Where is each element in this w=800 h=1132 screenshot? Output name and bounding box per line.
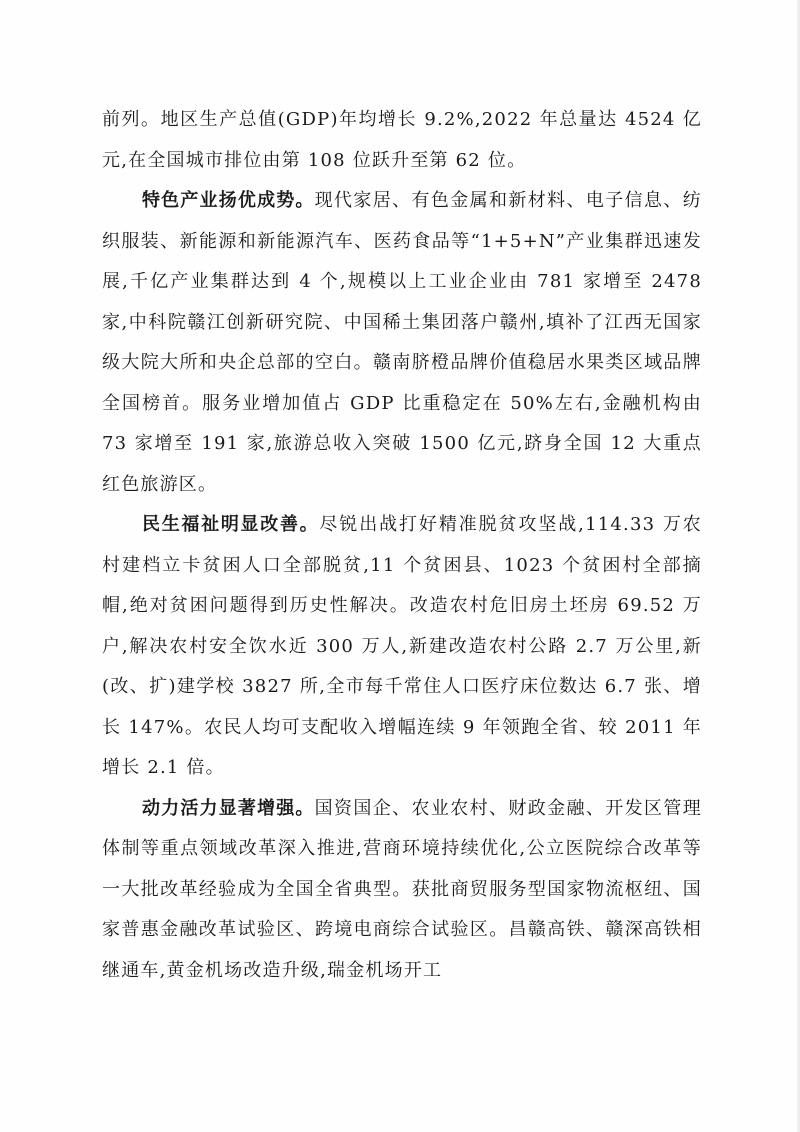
paragraph-body: 现代家居、有色金属和新材料、电子信息、纺织服装、新能源和新能源汽车、医药食品等“1+5+N”产业集群迅速发展,千亿产业集群达到 4 个,规模以上工业企业由 781 家增至 2478 家,中科院赣江创新研究院、中国稀土集团落户赣州,填补了江西无国家级大院大所和央企总部的空白。赣南脐橙品牌价值稳居水果类区域品牌全国榜首。服务业增加值占 GDP 比重稳定在 50%左右,金融机构由 73 家增至 191 家,旅游总收入突破 1500 亿元,跻身全国 12 大重点红色旅游区。 bbox=[102, 190, 703, 495]
paragraph-heading: 民生福祉明显改善。 bbox=[142, 514, 320, 535]
document-body bbox=[102, 100, 702, 991]
paragraph-body: 国资国企、农业农村、财政金融、开发区管理体制等重点领域改革深入推进,营商环境持续优化,公立医院综合改革等一大批改革经验成为全国全省典型。获批商贸服务型国家物流枢纽、国家普惠金融改革试验区、跨境电商综合试验区。昌赣高铁、赣深高铁相继通车,黄金机场改造升级,瑞金机场开工 bbox=[102, 797, 703, 981]
paragraph-livelihood bbox=[102, 505, 702, 789]
paragraph-vitality bbox=[102, 789, 702, 992]
paragraph-heading: 特色产业扬优成势。 bbox=[142, 190, 315, 211]
paragraph-body: 前列。地区生产总值(GDP)年均增长 9.2%,2022 年总量达 4524 亿元,在全国城市排位由第 108 位跃升至第 62 位。 bbox=[102, 109, 702, 171]
paragraph-heading: 动力活力显著增强。 bbox=[142, 797, 315, 819]
paragraph-industry bbox=[102, 181, 702, 505]
paragraph-gdp-continuation bbox=[102, 100, 702, 181]
paragraph-body: 尽锐出战打好精准脱贫攻坚战,114.33 万农村建档立卡贫困人口全部脱贫,11 个贫困县、1023 个贫困村全部摘帽,绝对贫困问题得到历史性解决。改造农村危旧房土坯房 69.52 万户,解决农村安全饮水近 300 万人,新建改造农村公路 2.7 万公里,新(改、扩)建学校 3827 所,全市每千常住人口医疗床位数达 6.7 张、增长 147%。农民人均可支配收入增幅连续 9 年领跑全省、较 2011 年增长 2.1 倍。 bbox=[102, 514, 703, 778]
